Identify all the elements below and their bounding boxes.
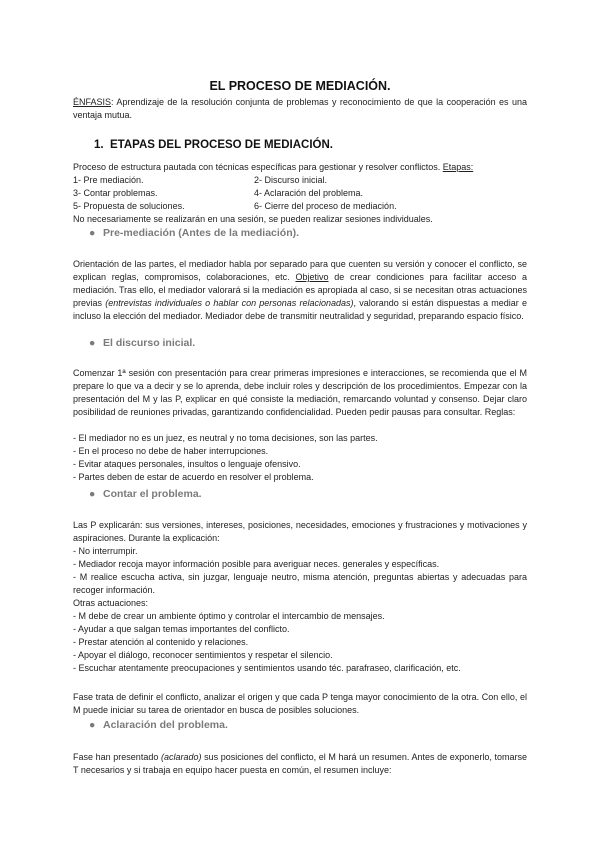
list-item: - Mediador recoja mayor información posible para averiguar neces. generales y específicas. <box>73 559 440 569</box>
heading-aclaracion: ● Aclaración del problema. <box>89 719 228 731</box>
section-title: ETAPAS DEL PROCESO DE MEDIACIÓN. <box>109 139 333 151</box>
italic-note: (aclarado) <box>160 752 202 762</box>
list-item: - El mediador no es un juez, es neutral y no toma decisiones, son las partes. <box>73 433 378 443</box>
list-item: - Prestar atención al contenido y relaciones. <box>73 637 249 647</box>
objetivo-label: Objetivo <box>295 272 329 282</box>
otras-label: Otras actuaciones: <box>73 598 149 608</box>
bullet-icon: ● <box>89 227 96 239</box>
document-title: EL PROCESO DE MEDIACIÓN. <box>209 79 391 93</box>
bullet-icon: ● <box>89 337 96 349</box>
etapas-intro: Proceso de estructura pautada con técnicas específicas para gestionar y resolver conflictos. Etapas: <box>73 162 474 172</box>
section-heading-etapas <box>94 139 548 152</box>
enfasis-paragraph <box>73 96 527 122</box>
premediacion-paragraph: Orientación de las partes, el mediador habla por separado para que cuenten su versión y conocer el conflicto, se explican reglas, compromisos, colaboraciones, etc. Objetivo de crear condiciones para facilitar acceso a mediación. Tras ello, el mediador valorará si la mediación es apropiada al caso, si se necesitan otras actuaciones previas (entrevistas individuales o hablar con personas relacionadas), valorando si están dispuestas a mediar e incluso la elección del mediador. Mediador debe de transmitir neutralidad y seguridad, preparando espacio físico. <box>73 259 527 321</box>
heading-discurso: ● El discurso inicial. <box>89 337 196 349</box>
italic-note: (entrevistas individuales o hablar con personas relacionadas) <box>105 298 354 308</box>
list-item: - Apoyar el diálogo, reconocer sentimientos y respetar el silencio. <box>73 650 333 660</box>
stage-item: 5- Propuesta de soluciones. <box>73 201 185 211</box>
bullet-icon: ● <box>89 488 96 500</box>
list-item: - M realice escucha activa, sin juzgar, lenguaje neutro, misma atención, preguntas abiertas y adecuadas para recoger información. <box>73 572 527 595</box>
discurso-rules <box>73 432 527 484</box>
discurso-paragraph: Comenzar 1ª sesión con presentación para crear primeras impresiones e interacciones, se recomienda que el M prepare lo que va a decir y se lo aprenda, debe incluir roles y descripción de los procedimientos. Empezar con la presentación del M y las P, explicar en qué consiste la mediación, remarcando voluntad y consenso. Dejar claro posibilidad de reuniones privadas, garantizando confidencialidad. Pueden pedir pausas para consultar. Reglas: <box>73 368 527 417</box>
list-item: - Partes deben de estar de acuerdo en resolver el problema. <box>73 472 314 482</box>
bullet-icon: ● <box>89 719 96 731</box>
list-item: - En el proceso no debe de haber interrupciones. <box>73 446 269 456</box>
enfasis-text: : Aprendizaje de la resolución conjunta de problemas y reconocimiento de que la cooperación es una ventaja mutua. <box>73 97 527 120</box>
heading-premediacion: ● Pre-mediación (Antes de la mediación). <box>89 227 300 239</box>
aclaracion-paragraph: Fase han presentado (aclarado) sus posiciones del conflicto, el M hará un resumen. Antes de exponerlo, tomarse T necesarios y si trabaja en equipo hacer puesta en común, el resumen incluye: <box>73 752 527 775</box>
list-item: - No interrumpir. <box>73 546 138 556</box>
heading-contar: ● Contar el problema. <box>89 488 202 500</box>
stage-item: 2- Discurso inicial. <box>254 175 328 185</box>
list-item: - Ayudar a que salgan temas importantes del conflicto. <box>73 624 290 634</box>
list-item: - Escuchar atentamente preocupaciones y sentimientos usando téc. parafraseo, clarificación, etc. <box>73 663 461 673</box>
etapas-block <box>73 161 527 226</box>
list-item: - Evitar ataques personales, insultos o lenguaje ofensivo. <box>73 459 301 469</box>
list-item: - M debe de crear un ambiente óptimo y controlar el intercambio de mensajes. <box>73 611 385 621</box>
stage-item: 4- Aclaración del problema. <box>254 188 364 198</box>
stage-item: 3- Contar problemas. <box>73 188 158 198</box>
etapas-note: No necesariamente se realizarán en una sesión, se pueden realizar sesiones individuales. <box>73 214 433 224</box>
etapas-label: Etapas: <box>442 162 474 172</box>
contar-paragraph: Las P explicarán: sus versiones, intereses, posiciones, necesidades, emociones y frustraciones y motivaciones y aspiraciones. Durante la explicación: <box>73 520 527 543</box>
enfasis-label: ÉNFASIS <box>73 97 112 107</box>
stage-item: 1- Pre mediación. <box>73 175 144 185</box>
contar-items <box>73 545 527 675</box>
fase-paragraph: Fase trata de definir el conflicto, analizar el origen y que cada P tenga mayor conocimiento de la otra. Con ello, el M puede iniciar su tarea de orientador en busca de posibles soluciones. <box>73 692 527 715</box>
stage-item: 6- Cierre del proceso de mediación. <box>254 201 397 211</box>
section-number: 1. <box>94 139 104 151</box>
